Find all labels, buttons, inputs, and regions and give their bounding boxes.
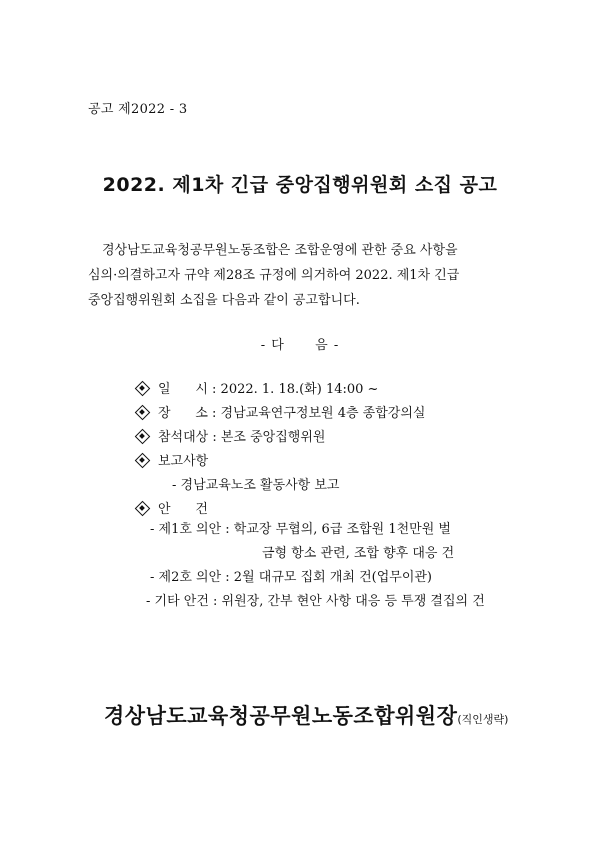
seal-omitted-note: (직인생략) <box>457 713 509 726</box>
item-place-text: 장 소 : 경남교육연구정보원 4층 종합강의실 <box>158 406 426 421</box>
diamond-bullet-icon <box>136 382 148 394</box>
item-attendees-text: 참석대상 : 본조 중앙집행위원 <box>158 430 326 445</box>
dadeum-left: - 다 <box>260 338 285 353</box>
item-datetime <box>136 378 536 402</box>
document-title: 2022. 제1차 긴급 중앙집행위원회 소집 공고 <box>102 174 498 196</box>
signature-block <box>104 700 508 730</box>
dadeum-right: 음 - <box>315 338 340 353</box>
notice-items <box>136 378 536 474</box>
agenda-1-line-2: 금형 항소 관련, 조합 향후 대응 건 <box>262 546 455 561</box>
item-attendees <box>136 426 536 450</box>
agenda-1-line-1: - 제1호 의안 : 학교장 무협의, 6급 조합원 1천만원 벌 <box>150 522 451 537</box>
diamond-bullet-icon <box>136 454 148 466</box>
report-detail: - 경남교육노조 활동사항 보고 <box>172 478 340 493</box>
document-number: 공고 제2022 - 3 <box>88 102 188 117</box>
diamond-bullet-icon <box>136 406 148 418</box>
signature-org: 경상남도교육청공무원노동조합위원장 <box>104 704 458 728</box>
agenda-2: - 제2호 의안 : 2월 대규모 집회 개최 건(업무이관) <box>150 570 433 585</box>
item-report-text: 보고사항 <box>158 454 209 469</box>
item-agenda-text: 안 건 <box>158 502 208 517</box>
diamond-bullet-icon <box>136 430 148 442</box>
agenda-3: - 기타 안건 : 위원장, 간부 현안 사항 대응 등 투쟁 결집의 건 <box>146 594 485 609</box>
item-report <box>136 450 536 474</box>
intro-line-3: 중앙집행위원회 소집을 다음과 같이 공고합니다. <box>88 293 360 308</box>
item-datetime-text: 일 시 : 2022. 1. 18.(화) 14:00 ~ <box>158 382 379 397</box>
intro-paragraph <box>88 238 526 313</box>
item-place <box>136 402 536 426</box>
dadeum-heading <box>0 334 600 353</box>
diamond-bullet-icon <box>136 502 148 514</box>
intro-line-2: 심의·의결하고자 규약 제28조 규정에 의거하여 2022. 제1차 긴급 <box>88 268 460 283</box>
intro-line-1: 경상남도교육청공무원노동조합은 조합운영에 관한 중요 사항을 <box>102 243 458 258</box>
